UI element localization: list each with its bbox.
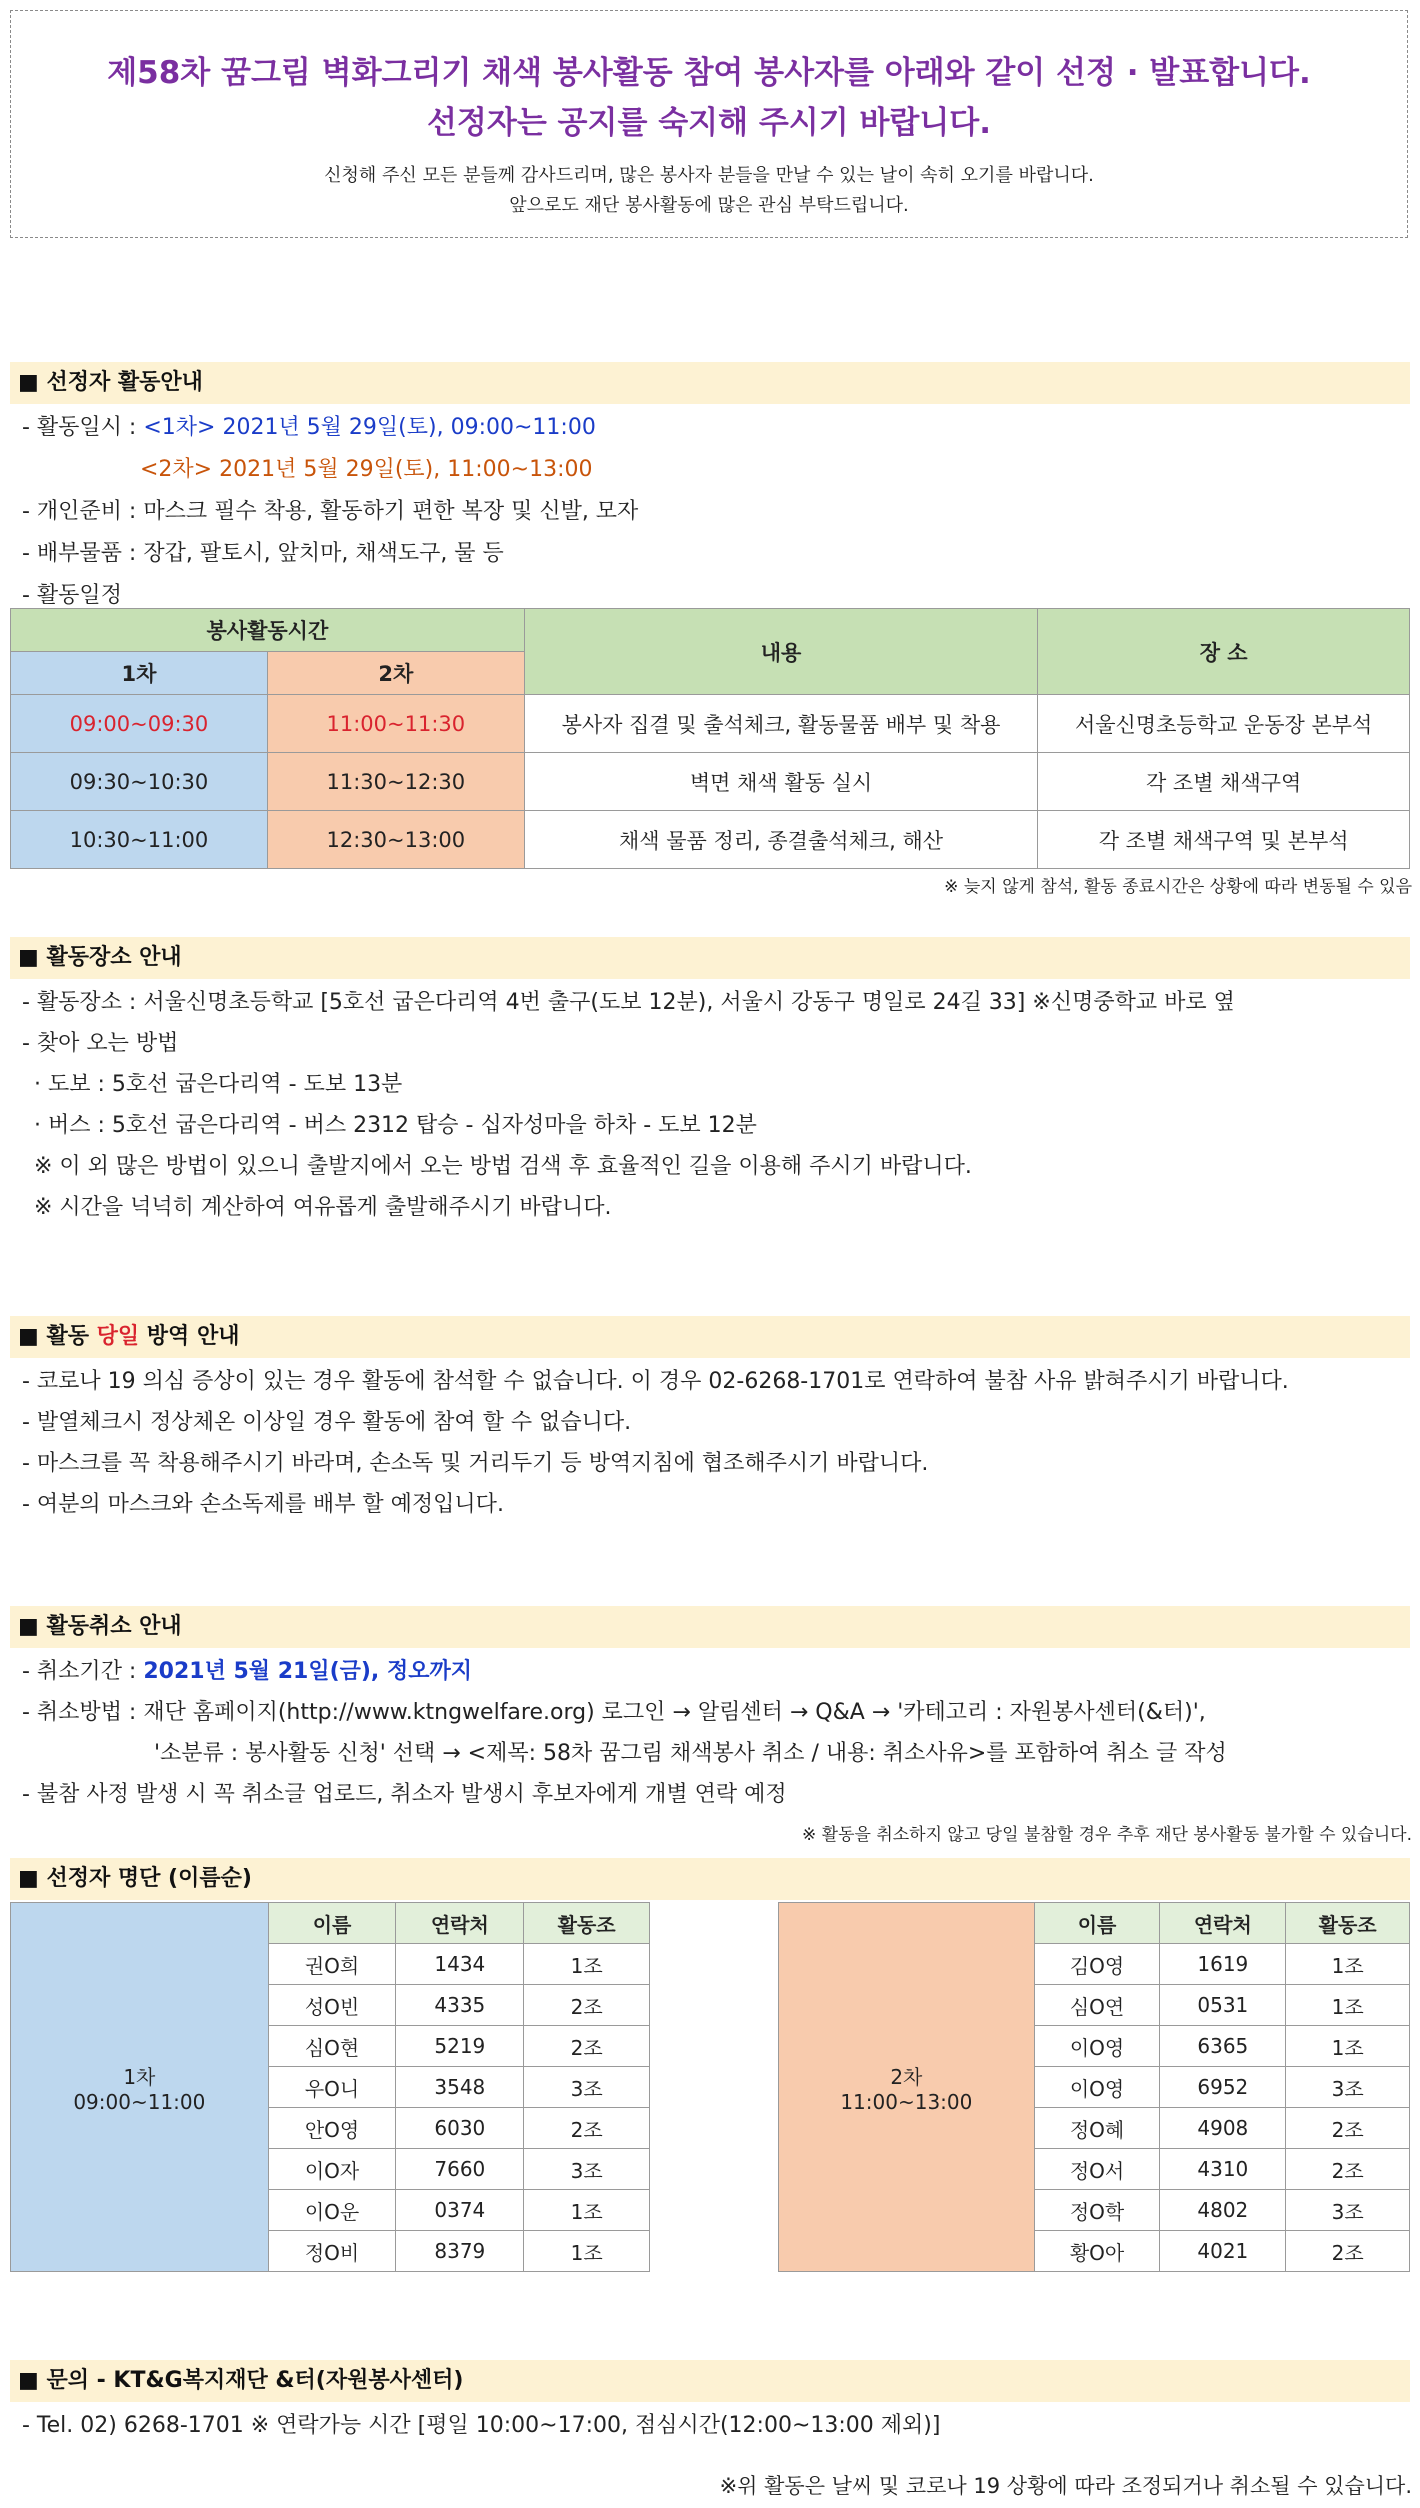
- activity-date-label: - 활동일시 :: [22, 415, 144, 440]
- roster-contact: 4310: [1160, 2149, 1286, 2190]
- roster2-time: 11:00~13:00: [840, 2089, 973, 2114]
- cancel-method1: - 취소방법 : 재단 홈페이지(http://www.ktngwelfare.org) 로그인 → 알림센터 → Q&A → '카테고리 : 자원봉사센터(&터)',: [22, 1700, 1206, 1725]
- roster1-col-name: 이름: [268, 1903, 396, 1944]
- roster-group: 2조: [524, 2108, 650, 2149]
- roster2-col-name: 이름: [1034, 1903, 1160, 1944]
- activity-schedule-label: - 활동일정: [22, 583, 122, 608]
- roster1-col-contact: 연락처: [396, 1903, 524, 1944]
- roster1-col-group: 활동조: [524, 1903, 650, 1944]
- roster-name: 김O영: [1034, 1944, 1160, 1985]
- roster-contact: 0531: [1160, 1985, 1286, 2026]
- roster-group: 3조: [524, 2067, 650, 2108]
- schedule-cell-round2: 12:30~13:00: [267, 811, 524, 869]
- roster-name: 정O서: [1034, 2149, 1160, 2190]
- schedule-header-content: 내용: [524, 609, 1038, 695]
- notice-title-line1: 제58차 꿈그림 벽화그리기 채색 봉사활동 참여 봉사자를 아래와 같이 선정 · 발표합니다.: [107, 55, 1311, 91]
- schedule-cell-round2: 11:30~12:30: [267, 753, 524, 811]
- schedule-header-round2: 2차: [267, 652, 524, 695]
- roster-contact: 0374: [396, 2190, 524, 2231]
- roster2-col-contact: 연락처: [1160, 1903, 1286, 1944]
- quarantine-header-pre: ■ 활동: [18, 1324, 97, 1349]
- roster-contact: 4021: [1160, 2231, 1286, 2272]
- schedule-cell-content: 벽면 채색 활동 실시: [524, 753, 1038, 811]
- activity-date-line: [22, 410, 596, 441]
- roster-contact: 6030: [396, 2108, 524, 2149]
- schedule-cell-round1: 09:30~10:30: [11, 753, 268, 811]
- section-header-location: ■ 활동장소 안내: [10, 937, 1410, 979]
- schedule-row: [11, 753, 1410, 811]
- roster-name: 권O희: [268, 1944, 396, 1985]
- footer-note: ※위 활동은 날씨 및 코로나 19 상황에 따라 조정되거나 취소될 수 있습니다.: [719, 2474, 1412, 2498]
- roster-contact: 3548: [396, 2067, 524, 2108]
- roster-name: 이O영: [1034, 2067, 1160, 2108]
- cancel-method2: '소분류 : 봉사활동 신청' 선택 → <제목: 58차 꿈그림 채색봉사 취소 / 내용: 취소사유>를 포함하여 취소 글 작성: [154, 1741, 1227, 1766]
- roster-contact: 6952: [1160, 2067, 1286, 2108]
- roster-name: 안O영: [268, 2108, 396, 2149]
- roster-group: 3조: [524, 2149, 650, 2190]
- schedule-cell-content: 봉사자 집결 및 출석체크, 활동물품 배부 및 착용: [524, 695, 1038, 753]
- activity-prep: - 개인준비 : 마스크 필수 착용, 활동하기 편한 복장 및 신발, 모자: [22, 499, 639, 524]
- activity-supplies: - 배부물품 : 장갑, 팔토시, 앞치마, 채색도구, 물 등: [22, 541, 504, 566]
- roster-name: 황O아: [1034, 2231, 1160, 2272]
- roster-group: 3조: [1286, 2067, 1410, 2108]
- schedule-note: ※ 늦지 않게 참석, 활동 종료시간은 상황에 따라 변동될 수 있음: [944, 877, 1412, 897]
- schedule-cell-round1: 09:00~09:30: [11, 695, 268, 753]
- schedule-row: [11, 695, 1410, 753]
- roster-name: 이O운: [268, 2190, 396, 2231]
- notice-title-line2: 선정자는 공지를 숙지해 주시기 바랍니다.: [426, 105, 992, 141]
- quarantine-line1: - 코로나 19 의심 증상이 있는 경우 활동에 참석할 수 없습니다. 이 경우 02-6268-1701로 연락하여 불참 사유 밝혀주시기 바랍니다.: [22, 1369, 1289, 1394]
- roster-contact: 5219: [396, 2026, 524, 2067]
- roster-group: 2조: [1286, 2149, 1410, 2190]
- roster-group: 2조: [1286, 2231, 1410, 2272]
- notice-box: [10, 10, 1408, 238]
- roster1-time: 09:00~11:00: [73, 2089, 206, 2114]
- cancel-absent: - 불참 사정 발생 시 꼭 취소글 업로드, 취소자 발생시 후보자에게 개별 연락 예정: [22, 1782, 787, 1807]
- roster-contact: 4335: [396, 1985, 524, 2026]
- roster-group: 3조: [1286, 2190, 1410, 2231]
- schedule-row: [11, 811, 1410, 869]
- roster-contact: 4802: [1160, 2190, 1286, 2231]
- quarantine-line2: - 발열체크시 정상체온 이상일 경우 활동에 참여 할 수 없습니다.: [22, 1410, 632, 1435]
- roster2-col-group: 활동조: [1286, 1903, 1410, 1944]
- roster-contact: 7660: [396, 2149, 524, 2190]
- activity-date1: <1차> 2021년 5월 29일(토), 09:00~11:00: [143, 415, 596, 440]
- schedule-header-place: 장 소: [1038, 609, 1410, 695]
- roster-contact: 1619: [1160, 1944, 1286, 1985]
- section-header-roster: ■ 선정자 명단 (이름순): [10, 1858, 1410, 1900]
- location-note1: ※ 이 외 많은 방법이 있으니 출발지에서 오는 방법 검색 후 효율적인 길을 이용해 주시기 바랍니다.: [34, 1154, 972, 1179]
- cancel-period-value: 2021년 5월 21일(금), 정오까지: [143, 1659, 472, 1684]
- roster1-side: [11, 1903, 269, 2272]
- roster-name: 이O자: [268, 2149, 396, 2190]
- location-place: - 활동장소 : 서울신명초등학교 [5호선 굽은다리역 4번 출구(도보 12분), 서울시 강동구 명일로 24길 33] ※신명중학교 바로 옆: [22, 990, 1235, 1015]
- roster-table-round2: [778, 1902, 1410, 2272]
- roster-group: 1조: [524, 2190, 650, 2231]
- roster-contact: 6365: [1160, 2026, 1286, 2067]
- schedule-header-time: 봉사활동시간: [11, 609, 525, 652]
- roster-group: 1조: [524, 2231, 650, 2272]
- roster-name: 정O혜: [1034, 2108, 1160, 2149]
- schedule-table: [10, 608, 1410, 869]
- roster-name: 우O니: [268, 2067, 396, 2108]
- notice-sub-line1: 신청해 주신 모든 분들께 감사드리며, 많은 봉사자 분들을 만날 수 있는 날이 속히 오기를 바랍니다.: [324, 165, 1094, 186]
- section-header-activity: ■ 선정자 활동안내: [10, 362, 1410, 404]
- contact-line: - Tel. 02) 6268-1701 ※ 연락가능 시간 [평일 10:00~17:00, 점심시간(12:00~13:00 제외)]: [22, 2413, 941, 2438]
- roster-name: 정O학: [1034, 2190, 1160, 2231]
- roster-name: 성O빈: [268, 1985, 396, 2026]
- schedule-header-round1: 1차: [11, 652, 268, 695]
- quarantine-line3: - 마스크를 꼭 착용해주시기 바라며, 손소독 및 거리두기 등 방역지침에 협조해주시기 바랍니다.: [22, 1451, 929, 1476]
- roster-contact: 1434: [396, 1944, 524, 1985]
- cancel-period-line: [22, 1654, 472, 1685]
- roster-name: 심O현: [268, 2026, 396, 2067]
- roster-group: 2조: [1286, 2108, 1410, 2149]
- schedule-cell-round1: 10:30~11:00: [11, 811, 268, 869]
- activity-date2: <2차> 2021년 5월 29일(토), 11:00~13:00: [140, 457, 593, 482]
- roster-contact: 4908: [1160, 2108, 1286, 2149]
- quarantine-line4: - 여분의 마스크와 손소독제를 배부 할 예정입니다.: [22, 1492, 504, 1517]
- location-note2: ※ 시간을 넉넉히 계산하여 여유롭게 출발해주시기 바랍니다.: [34, 1195, 612, 1220]
- cancel-period-label: - 취소기간 :: [22, 1659, 144, 1684]
- schedule-cell-place: 서울신명초등학교 운동장 본부석: [1038, 695, 1410, 753]
- schedule-cell-place: 각 조별 채색구역: [1038, 753, 1410, 811]
- roster-contact: 8379: [396, 2231, 524, 2272]
- notice-sub-line2: 앞으로도 재단 봉사활동에 많은 관심 부탁드립니다.: [509, 195, 909, 216]
- location-bus: · 버스 : 5호선 굽은다리역 - 버스 2312 탑승 - 십자성마을 하차 - 도보 12분: [34, 1113, 757, 1138]
- location-walk: · 도보 : 5호선 굽은다리역 - 도보 13분: [34, 1072, 403, 1097]
- roster-group: 2조: [524, 2026, 650, 2067]
- schedule-cell-content: 채색 물품 정리, 종결출석체크, 해산: [524, 811, 1038, 869]
- location-how: - 찾아 오는 방법: [22, 1031, 179, 1056]
- cancel-note: ※ 활동을 취소하지 않고 당일 불참할 경우 추후 재단 봉사활동 불가할 수 있습니다.: [802, 1825, 1412, 1845]
- roster-table-round1: [10, 1902, 650, 2272]
- roster-group: 1조: [524, 1944, 650, 1985]
- roster-group: 1조: [1286, 1944, 1410, 1985]
- roster-name: 정O비: [268, 2231, 396, 2272]
- roster-group: 2조: [524, 1985, 650, 2026]
- quarantine-header-red: 당일: [96, 1324, 140, 1349]
- roster-group: 1조: [1286, 1985, 1410, 2026]
- schedule-cell-round2: 11:00~11:30: [267, 695, 524, 753]
- section-header-contact: ■ 문의 - KT&G복지재단 &터(자원봉사센터): [10, 2360, 1410, 2402]
- schedule-cell-place: 각 조별 채색구역 및 본부석: [1038, 811, 1410, 869]
- roster2-side: [779, 1903, 1035, 2272]
- roster-name: 이O영: [1034, 2026, 1160, 2067]
- roster1-round: 1차: [123, 2064, 156, 2089]
- section-header-quarantine: [10, 1316, 1410, 1358]
- quarantine-header-post: 방역 안내: [139, 1324, 240, 1349]
- roster2-round: 2차: [890, 2064, 923, 2089]
- section-header-cancel: ■ 활동취소 안내: [10, 1606, 1410, 1648]
- roster-group: 1조: [1286, 2026, 1410, 2067]
- roster-name: 심O연: [1034, 1985, 1160, 2026]
